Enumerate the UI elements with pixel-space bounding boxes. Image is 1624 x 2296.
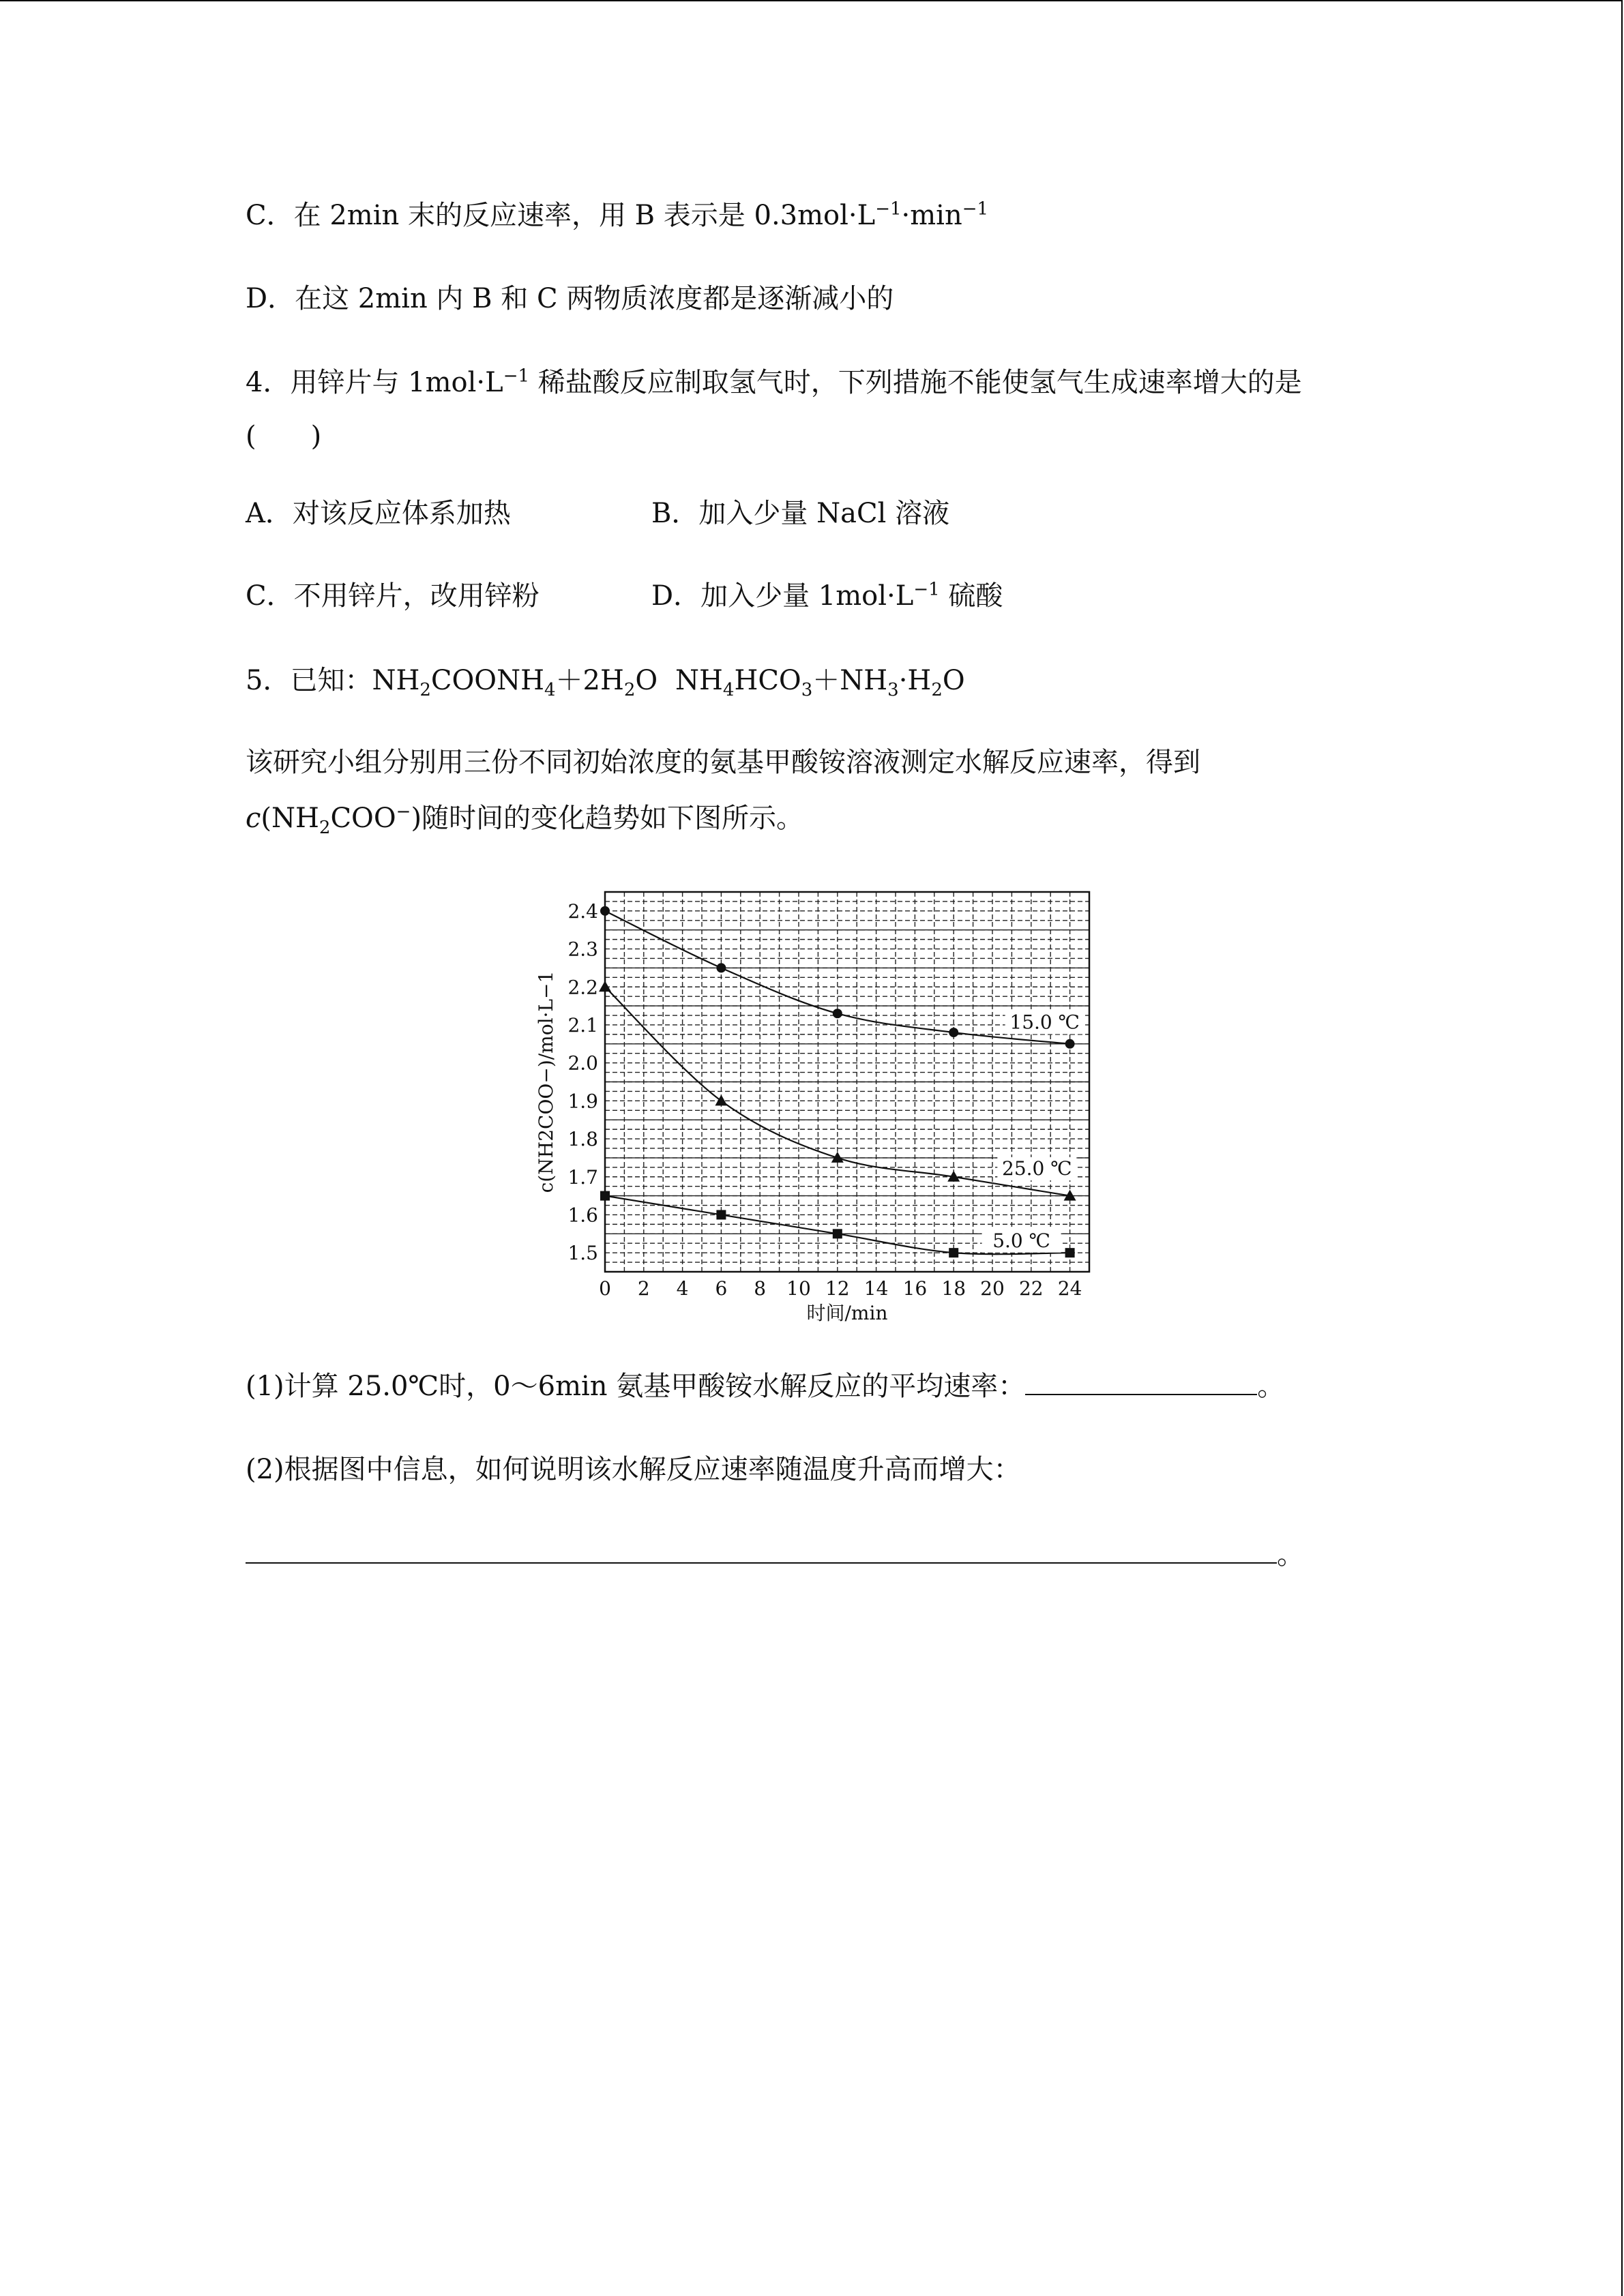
- q4-option-d-pre: D．加入少量 1mol·L: [651, 580, 914, 612]
- y-tick-label: 2.0: [567, 1052, 598, 1075]
- q5-eq-text: O: [635, 665, 658, 696]
- q5-eq-sub: 4: [722, 680, 735, 700]
- chart-xlabel: 时间/min: [806, 1302, 888, 1324]
- q5-sub1-end: 。: [1257, 1371, 1285, 1402]
- q3-option-c-text: C．在 2min 末的反应速率，用 B 表示是 0.3mol·L: [246, 200, 876, 231]
- q5-eq-text: O: [942, 665, 965, 696]
- y-tick-label: 2.1: [567, 1013, 598, 1037]
- data-point-circle: [1065, 1039, 1075, 1049]
- x-tick-label: 20: [980, 1277, 1005, 1300]
- x-tick-label: 8: [754, 1277, 767, 1300]
- q5-desc-sup: −: [396, 801, 411, 822]
- data-point-square: [600, 1191, 610, 1201]
- q4-stem-sup: −1: [503, 366, 530, 387]
- q5-eq-sub: 2: [931, 680, 943, 700]
- q5-eq-sub: 3: [887, 680, 899, 700]
- q5-eq-sub: 2: [419, 680, 431, 700]
- q5-desc-text: COO: [330, 803, 396, 834]
- concentration-time-chart: [525, 880, 1105, 1330]
- q5-eq-text: COONH: [430, 665, 544, 696]
- data-point-circle: [833, 1009, 842, 1018]
- answer-blank-2[interactable]: [246, 1542, 1277, 1564]
- y-tick-label: 2.2: [567, 976, 598, 999]
- y-tick-label: 2.3: [567, 938, 598, 961]
- q5-eq-sub: 2: [623, 680, 636, 700]
- q3-option-c: [246, 196, 988, 235]
- q4-option-b: B．加入少量 NaCl 溶液: [651, 498, 950, 529]
- q5-sub2-end: 。: [1277, 1539, 1304, 1570]
- q5-description-line1: 该研究小组分别用三份不同初始浓度的氨基甲酸铵溶液测定水解反应速率，得到: [246, 747, 1200, 778]
- q3-option-c-mid: ·min: [901, 200, 962, 231]
- y-tick-label: 1.6: [567, 1204, 598, 1227]
- q5-eq-sub: 4: [544, 680, 556, 700]
- q4-option-c: C．不用锌片，改用锌粉: [246, 580, 540, 612]
- q4-option-d-sup: −1: [913, 579, 940, 600]
- chart-ylabel: c(NH2COO−)/mol·L−1: [535, 970, 557, 1193]
- x-tick-label: 12: [825, 1277, 850, 1300]
- data-point-circle: [716, 963, 726, 972]
- y-tick-label: 1.5: [567, 1242, 598, 1265]
- q5-subquestion-2-answer: [246, 1536, 1304, 1574]
- q4-answer-paren: ( ): [246, 421, 322, 452]
- data-point-circle: [949, 1028, 958, 1037]
- q3-option-c-sup2: −1: [962, 198, 989, 220]
- data-point-square: [1065, 1248, 1075, 1257]
- q4-stem-pre: 4．用锌片与 1mol·L: [246, 367, 503, 398]
- answer-blank-1[interactable]: [1025, 1373, 1257, 1395]
- q5-equation-lhs: [246, 661, 658, 700]
- q5-subquestion-1: [246, 1367, 1284, 1405]
- data-point-triangle: [599, 981, 611, 992]
- q5-equation-rhs: [675, 661, 965, 700]
- q5-eq-text: ·H: [898, 665, 932, 696]
- y-tick-label: 2.4: [567, 899, 598, 923]
- q4-options-row1: [246, 494, 511, 533]
- x-tick-label: 14: [863, 1277, 889, 1300]
- data-point-triangle: [715, 1094, 727, 1105]
- series-label: 5.0 ℃: [992, 1229, 1050, 1252]
- q5-sub1-text: (1)计算 25.0℃时，0～6min 氨基甲酸铵水解反应的平均速率：: [246, 1371, 1026, 1402]
- q4-option-d: [651, 577, 1003, 615]
- y-tick-label: 1.8: [567, 1128, 598, 1151]
- chart-grid: [605, 892, 1089, 1272]
- y-tick-label: 1.9: [567, 1090, 598, 1113]
- series-label: 25.0 ℃: [1002, 1157, 1072, 1180]
- q5-eq-text: 5．已知：NH: [246, 665, 420, 696]
- q3-option-d: D．在这 2min 内 B 和 C 两物质浓度都是逐渐减小的: [246, 283, 894, 314]
- q5-desc-text: (NH: [261, 803, 319, 834]
- q5-eq-text: ＋2H: [555, 665, 624, 696]
- series-label: 15.0 ℃: [1009, 1011, 1080, 1034]
- q4-option-a: A．对该反应体系加热: [246, 498, 511, 529]
- q4-stem: [246, 363, 1302, 402]
- q5-desc-sub: 2: [319, 818, 331, 838]
- q3-option-c-sup1: −1: [875, 198, 902, 220]
- data-point-square: [949, 1248, 958, 1257]
- q5-desc-c: c: [246, 803, 261, 834]
- q4-stem-post: 稀盐酸反应制取氢气时，下列措施不能使氢气生成速率增大的是: [529, 367, 1302, 398]
- x-tick-label: 24: [1057, 1277, 1082, 1300]
- x-tick-label: 0: [599, 1277, 611, 1300]
- x-tick-label: 2: [637, 1277, 650, 1300]
- x-tick-label: 22: [1018, 1277, 1044, 1300]
- q4-option-d-post: 硫酸: [939, 580, 1003, 612]
- x-tick-label: 10: [786, 1277, 811, 1300]
- q5-eq-sub: 3: [801, 680, 813, 700]
- q5-eq-text: NH: [675, 665, 723, 696]
- q5-description-line2: [246, 799, 803, 837]
- q5-eq-text: HCO: [734, 665, 801, 696]
- x-tick-label: 4: [676, 1277, 689, 1300]
- y-tick-label: 1.7: [567, 1165, 598, 1189]
- data-point-square: [833, 1229, 842, 1238]
- q5-subquestion-2: (2)根据图中信息，如何说明该水解反应速率随温度升高而增大：: [246, 1454, 1021, 1485]
- chart-svg: [525, 880, 1105, 1330]
- x-tick-label: 16: [902, 1277, 928, 1300]
- q5-desc-text: )随时间的变化趋势如下图所示。: [411, 803, 804, 834]
- x-tick-label: 18: [941, 1277, 966, 1300]
- data-point-circle: [600, 906, 610, 916]
- data-point-square: [716, 1210, 726, 1219]
- q5-eq-text: ＋NH: [812, 665, 888, 696]
- x-tick-label: 6: [715, 1277, 728, 1300]
